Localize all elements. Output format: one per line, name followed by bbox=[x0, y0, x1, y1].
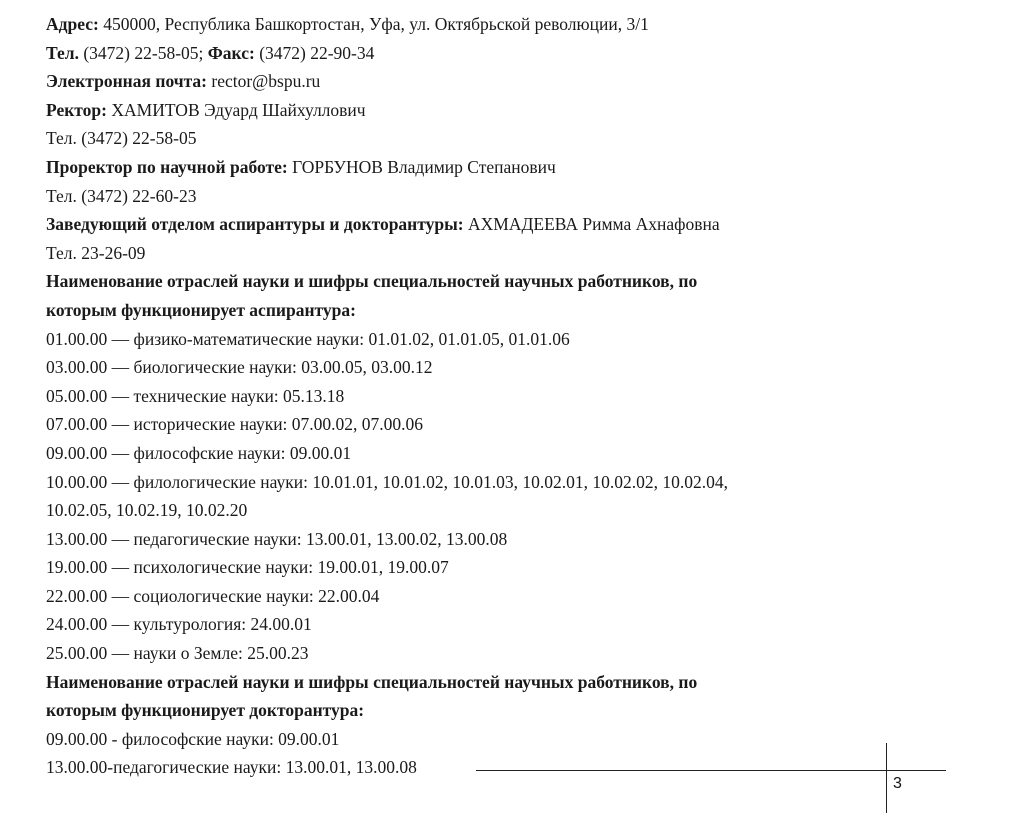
doktorantura-item: 13.00.00-педагогические науки: 13.00.01, 13.00.08 bbox=[46, 757, 417, 778]
rector-line bbox=[46, 96, 986, 125]
aspirantura-item: 03.00.00 — биологические науки: 03.00.05, 03.00.12 bbox=[46, 357, 433, 378]
phone-label: Тел. bbox=[46, 42, 79, 63]
doktorantura-heading-line2: которым функционирует докторантура: bbox=[46, 700, 365, 721]
footer-rule bbox=[476, 770, 946, 771]
aspirantura-heading-line2: которым функционирует аспирантура: bbox=[46, 299, 356, 320]
aspirantura-item: 24.00.00 — культурология: 24.00.01 bbox=[46, 614, 312, 635]
fax-label: Факс: bbox=[207, 42, 255, 63]
phone-fax-line bbox=[46, 39, 986, 68]
aspirantura-item: 01.00.00 — физико-математические науки: 01.01.02, 01.01.05, 01.01.06 bbox=[46, 328, 570, 349]
address-line bbox=[46, 10, 986, 39]
address-value: 450000, Республика Башкортостан, Уфа, ул. Октябрьской революции, 3/1 bbox=[103, 14, 649, 34]
head-postgrad-name: АХМАДЕЕВА Римма Ахнафовна bbox=[467, 214, 720, 235]
fax-value: (3472) 22-90-34 bbox=[259, 42, 375, 63]
vice-rector-name: ГОРБУНОВ Владимир Степанович bbox=[292, 156, 556, 177]
aspirantura-item: 10.02.05, 10.02.19, 10.02.20 bbox=[46, 500, 248, 521]
aspirantura-item: 07.00.00 — исторические науки: 07.00.02, 07.00.06 bbox=[46, 414, 424, 435]
aspirantura-item: 09.00.00 — философские науки: 09.00.01 bbox=[46, 442, 352, 463]
email-label: Электронная почта: bbox=[46, 71, 207, 92]
head-postgrad-label: Заведующий отделом аспирантуры и докторантуры: bbox=[46, 214, 464, 235]
aspirantura-item: 10.00.00 — филологические науки: 10.01.01, 10.01.02, 10.01.03, 10.02.01, 10.02.02, 10.02.04, bbox=[46, 471, 728, 492]
vice-rector-line bbox=[46, 153, 986, 182]
doktorantura-heading-line1: Наименование отраслей науки и шифры специальностей научных работников, по bbox=[46, 671, 698, 692]
head-postgrad-line bbox=[46, 210, 986, 239]
head-postgrad-phone: Тел. 23-26-09 bbox=[46, 242, 146, 263]
aspirantura-item: 25.00.00 — науки о Земле: 25.00.23 bbox=[46, 643, 309, 664]
rector-name: ХАМИТОВ Эдуард Шайхуллович bbox=[111, 99, 366, 120]
document-body bbox=[46, 10, 986, 782]
aspirantura-item: 13.00.00 — педагогические науки: 13.00.01, 13.00.02, 13.00.08 bbox=[46, 528, 508, 549]
rector-phone: Тел. (3472) 22-58-05 bbox=[46, 128, 197, 149]
aspirantura-heading-line1: Наименование отраслей науки и шифры специальностей научных работников, по bbox=[46, 271, 698, 292]
aspirantura-item: 19.00.00 — психологические науки: 19.00.01, 19.00.07 bbox=[46, 557, 449, 578]
rector-label: Ректор: bbox=[46, 99, 107, 120]
vice-rector-label: Проректор по научной работе: bbox=[46, 156, 288, 177]
aspirantura-item: 22.00.00 — социологические науки: 22.00.04 bbox=[46, 585, 380, 606]
footer-page-divider bbox=[886, 743, 887, 813]
vice-rector-phone: Тел. (3472) 22-60-23 bbox=[46, 185, 197, 206]
doktorantura-item: 09.00.00 - философские науки: 09.00.01 bbox=[46, 728, 340, 749]
email-line bbox=[46, 67, 986, 96]
email-value: rector@bspu.ru bbox=[211, 71, 321, 92]
phone-value: (3472) 22-58-05; bbox=[83, 42, 204, 63]
address-label: Адрес: bbox=[46, 14, 99, 34]
aspirantura-item: 05.00.00 — технические науки: 05.13.18 bbox=[46, 385, 345, 406]
page-number: 3 bbox=[893, 775, 902, 792]
